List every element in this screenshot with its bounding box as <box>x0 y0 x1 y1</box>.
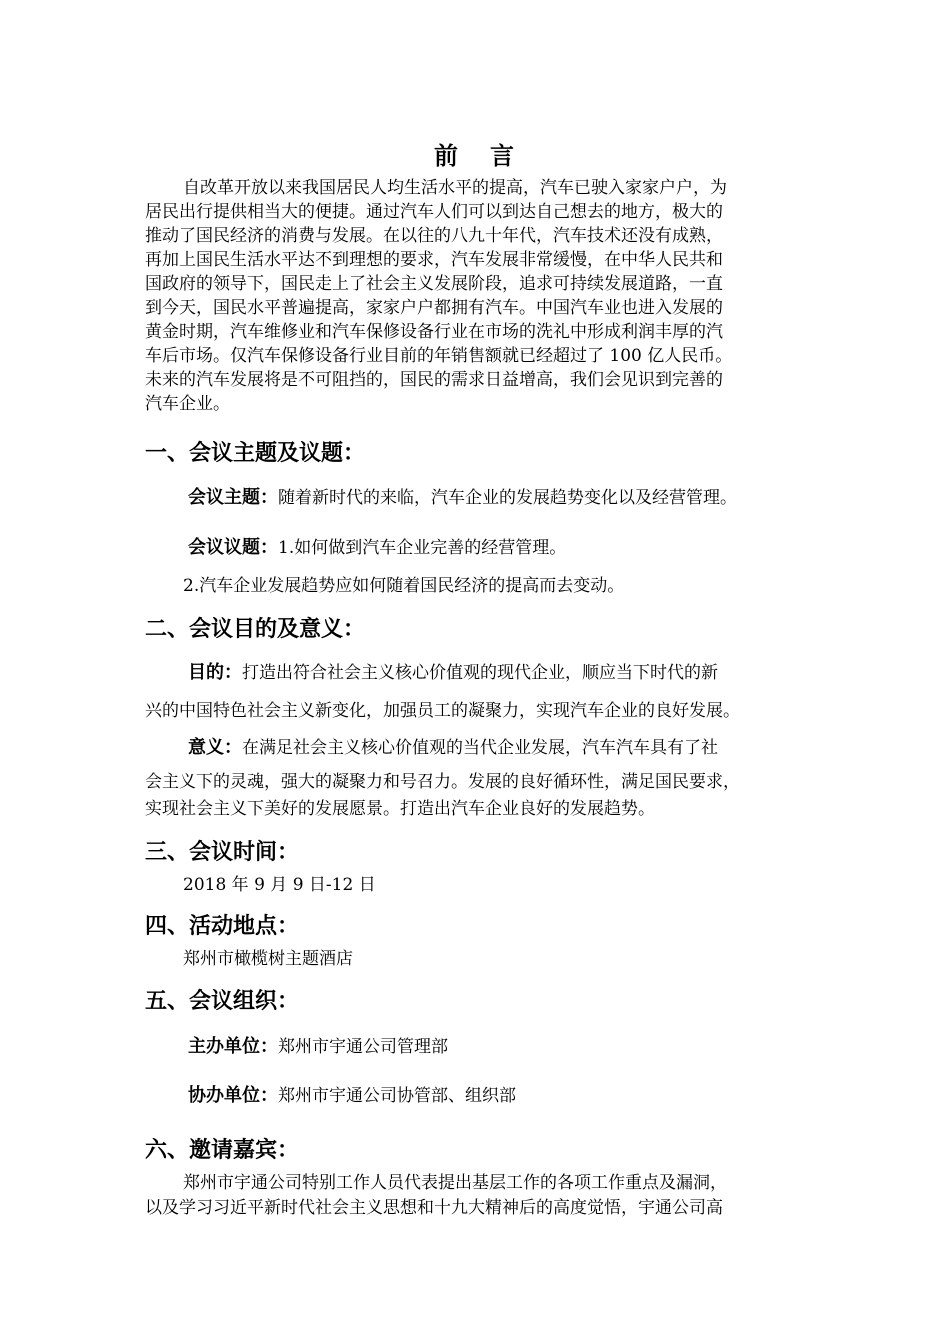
co-host-unit <box>188 1084 516 1108</box>
meeting-topic-2: 2.汽车企业发展趋势应如何随着国民经济的提高而去变动。 <box>183 576 625 596</box>
section-5-heading: 五、会议组织： <box>145 989 300 1014</box>
section-6-heading: 六、邀请嘉宾： <box>145 1138 300 1163</box>
title-char-1: 前 <box>434 142 460 170</box>
meeting-topic-1: 1.如何做到汽车企业完善的经营管理。 <box>278 538 567 558</box>
title-char-2: 言 <box>490 142 516 170</box>
meaning-text: 在满足社会主义核心价值观的当代企业发展，汽车汽车具有了社 <box>242 738 718 758</box>
meaning-line-2: 会主义下的灵魂，强大的凝聚力和号召力。发展的良好循环性，满足国民要求， <box>145 772 740 792</box>
meeting-topic <box>188 536 566 560</box>
preface-line: 推动了国民经济的消费与发展。在以往的八九十年代，汽车技术还没有成熟， <box>145 226 723 246</box>
guests-line-1: 郑州市宇通公司特别工作人员代表提出基层工作的各项工作重点及漏洞， <box>183 1173 727 1193</box>
preface-line: 到今天，国民水平普遍提高，家家户户都拥有汽车。中国汽车业也进入发展的 <box>145 298 723 318</box>
co-host-unit-label: 协办单位： <box>188 1085 278 1106</box>
section-4-heading: 四、活动地点： <box>145 914 300 939</box>
purpose-label: 目的： <box>188 662 242 683</box>
host-unit-label: 主办单位： <box>188 1036 278 1057</box>
meeting-time: 2018 年 9 月 9 日-12 日 <box>183 875 376 895</box>
preface-line: 自改革开放以来我国居民人均生活水平的提高，汽车已驶入家家户户，为 <box>183 178 727 198</box>
meeting-theme-label: 会议主题： <box>188 487 278 508</box>
preface-line: 汽车企业。 <box>145 394 230 414</box>
purpose-line-1 <box>188 661 718 685</box>
meaning-line-1 <box>188 736 718 760</box>
preface-line: 居民出行提供相当大的便捷。通过汽车人们可以到达自己想去的地方，极大的 <box>145 202 723 222</box>
preface-line: 黄金时期，汽车维修业和汽车保修设备行业在市场的洗礼中形成利润丰厚的汽 <box>145 322 723 342</box>
venue: 郑州市橄榄树主题酒店 <box>183 949 353 969</box>
preface-line: 未来的汽车发展将是不可阻挡的，国民的需求日益增高，我们会见识到完善的 <box>145 370 723 390</box>
section-1-heading: 一、会议主题及议题： <box>145 441 366 466</box>
preface-line: 国政府的领导下，国民走上了社会主义发展阶段，追求可持续发展道路，一直 <box>145 274 723 294</box>
meaning-line-3: 实现社会主义下美好的发展愿景。打造出汽车企业良好的发展趋势。 <box>145 799 655 819</box>
preface-line: 再加上国民生活水平达不到理想的要求，汽车发展非常缓慢，在中华人民共和 <box>145 250 723 270</box>
preface-line: 车后市场。仅汽车保修设备行业目前的年销售额就已经超过了 100 亿人民币。 <box>145 346 733 366</box>
meaning-label: 意义： <box>188 737 242 758</box>
meeting-theme-text: 随着新时代的来临，汽车企业的发展趋势变化以及经营管理。 <box>278 488 737 508</box>
meeting-topic-label: 会议议题： <box>188 537 278 558</box>
purpose-line-2: 兴的中国特色社会主义新变化，加强员工的凝聚力，实现汽车企业的良好发展。 <box>145 701 740 721</box>
co-host-unit-text: 郑州市宇通公司协管部、组织部 <box>278 1086 516 1106</box>
section-2-heading: 二、会议目的及意义： <box>145 617 366 642</box>
purpose-text: 打造出符合社会主义核心价值观的现代企业，顺应当下时代的新 <box>242 663 718 683</box>
section-3-heading: 三、会议时间： <box>145 840 300 865</box>
page-title <box>0 136 950 171</box>
guests-line-2: 以及学习习近平新时代社会主义思想和十九大精神后的高度觉悟，宇通公司高 <box>145 1198 723 1218</box>
host-unit <box>188 1035 448 1059</box>
host-unit-text: 郑州市宇通公司管理部 <box>278 1037 448 1057</box>
meeting-theme <box>188 486 737 510</box>
